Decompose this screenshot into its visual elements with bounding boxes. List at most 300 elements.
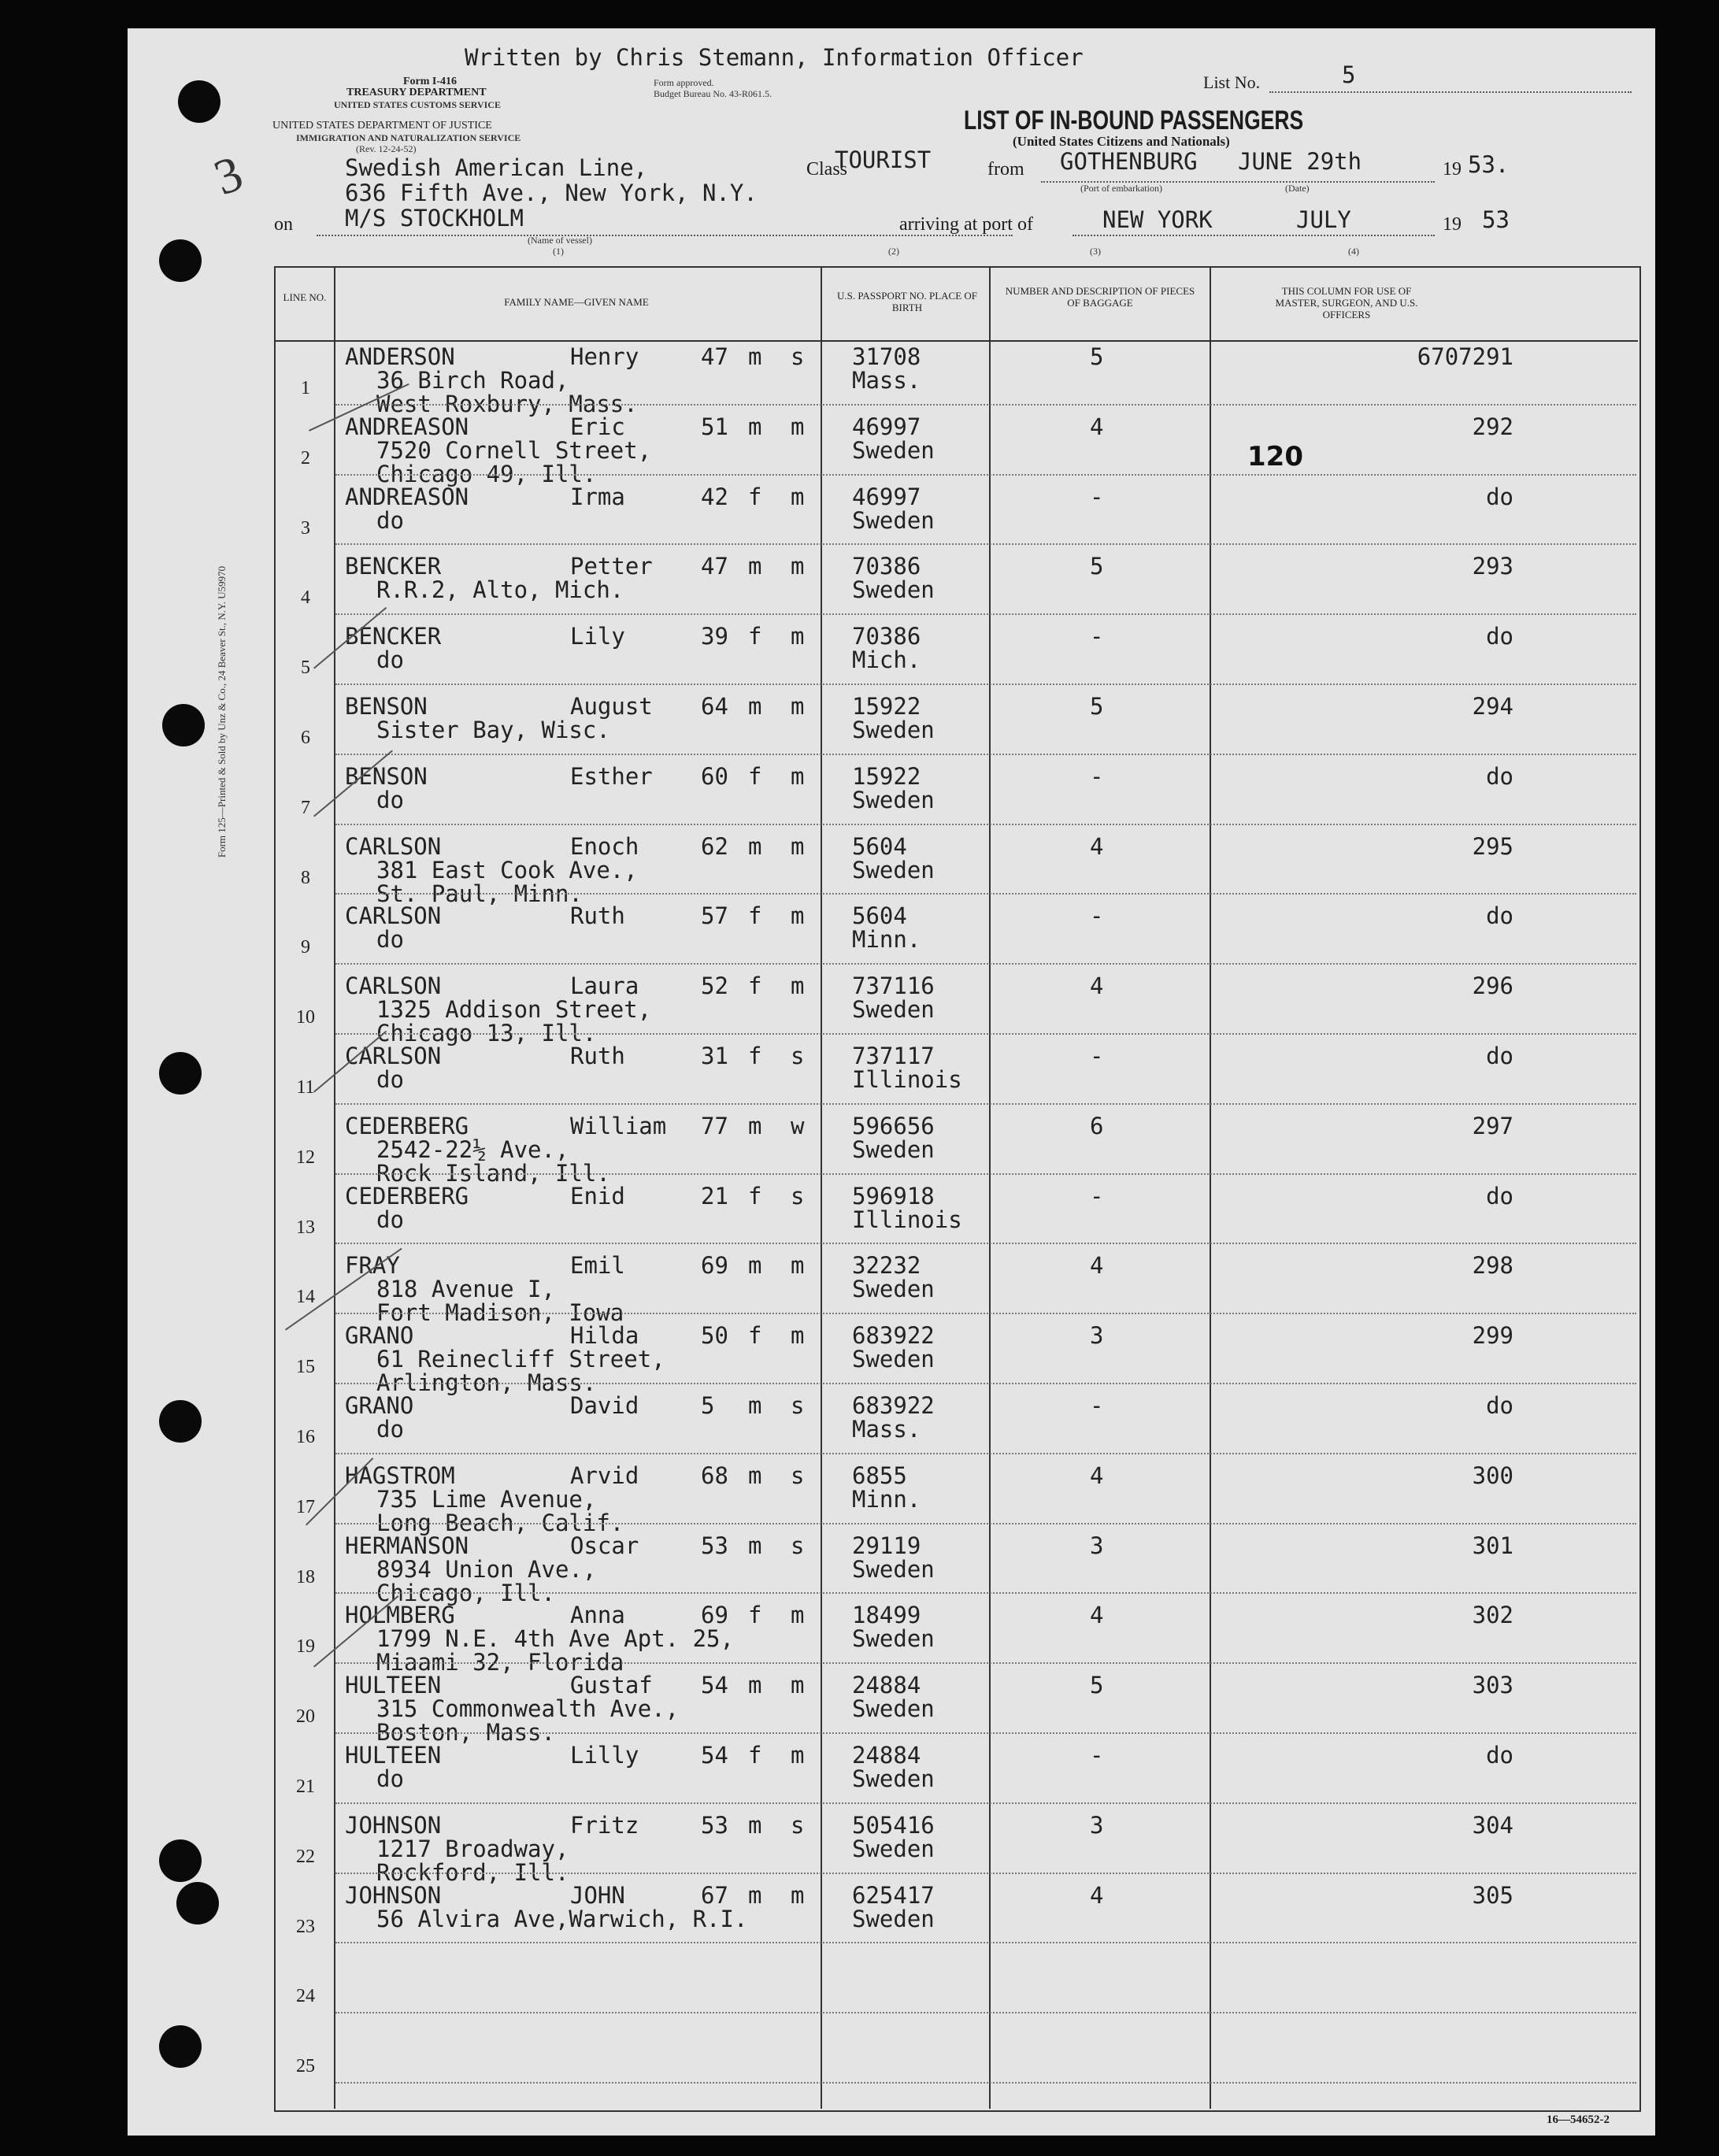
- col-index-4: (4): [1348, 246, 1359, 257]
- row-given-name: Gustaf: [570, 1672, 653, 1699]
- row-place-of-birth: Sweden: [852, 576, 935, 604]
- budget-label: Budget Bureau No. 43-R061.5.: [654, 88, 772, 99]
- row-place-of-birth: Illinois: [852, 1206, 962, 1233]
- row-marital-status: m: [791, 693, 805, 720]
- approved-label: Form approved.: [654, 77, 714, 88]
- row-address-line1: do: [376, 1066, 404, 1093]
- row-place-of-birth: Minn.: [852, 926, 921, 954]
- row-line-number: 5: [301, 658, 310, 679]
- side-print-text: Form 125—Printed & Sold by Unz & Co., 24 Beaver St., N.Y. U59970: [216, 565, 228, 858]
- row-baggage-count: 4: [1090, 1602, 1104, 1629]
- row-marital-status: m: [791, 1672, 805, 1699]
- row-passport-no: 5604: [852, 902, 907, 930]
- row-line-number: 12: [296, 1147, 315, 1168]
- row-dotted-rule: [335, 683, 1636, 685]
- row-age: 42: [701, 483, 728, 510]
- row-baggage-count: -: [1090, 1392, 1104, 1419]
- row-baggage-count: 3: [1090, 1322, 1104, 1350]
- row-address-line1: do: [376, 786, 404, 813]
- row-family-name: BENSON: [345, 693, 428, 720]
- row-age: 54: [701, 1742, 728, 1769]
- row-officer-note: 301: [1472, 1532, 1513, 1559]
- row-line-number: 9: [301, 937, 310, 958]
- row-address-line2: Chicago, Ill.: [376, 1579, 555, 1606]
- arrival-date: JULY: [1296, 206, 1351, 233]
- row-family-name: HULTEEN: [345, 1672, 442, 1699]
- col-divider: [1210, 266, 1211, 2109]
- row-passport-no: 18499: [852, 1602, 921, 1629]
- punch-hole: [178, 80, 220, 123]
- row-dotted-rule: [335, 1313, 1636, 1314]
- form-number: Form I-416: [403, 76, 458, 87]
- arrival-year-prefix: 19: [1443, 214, 1462, 235]
- vessel-label: (Name of vessel): [528, 235, 592, 246]
- row-passport-no: 737116: [852, 972, 935, 1000]
- row-baggage-count: 4: [1090, 972, 1104, 1000]
- row-dotted-rule: [335, 1173, 1636, 1175]
- row-dotted-rule: [335, 1243, 1636, 1244]
- row-baggage-count: -: [1090, 1182, 1104, 1210]
- row-dotted-rule: [335, 754, 1636, 755]
- row-dotted-rule: [335, 1802, 1636, 1804]
- row-baggage-count: 4: [1090, 1252, 1104, 1280]
- row-given-name: Hilda: [570, 1322, 639, 1350]
- row-address-line1: Sister Bay, Wisc.: [376, 717, 610, 743]
- row-marital-status: m: [791, 413, 805, 440]
- row-passport-no: 29119: [852, 1532, 921, 1559]
- row-dotted-rule: [335, 1732, 1636, 1734]
- row-sex: f: [748, 1322, 762, 1350]
- row-place-of-birth: Sweden: [852, 1555, 935, 1583]
- row-line-number: 20: [296, 1706, 315, 1728]
- row-baggage-count: -: [1090, 762, 1104, 790]
- row-given-name: Enid: [570, 1182, 625, 1210]
- row-passport-no: 737117: [852, 1043, 935, 1069]
- row-address-line1: do: [376, 926, 404, 954]
- row-sex: f: [748, 972, 762, 1000]
- shipping-line-company: Swedish American Line,: [345, 154, 648, 181]
- row-passport-no: 505416: [852, 1811, 935, 1839]
- row-dotted-rule: [335, 1453, 1636, 1454]
- row-passport-no: 24884: [852, 1742, 921, 1769]
- row-baggage-count: -: [1090, 902, 1104, 930]
- row-dotted-rule: [335, 824, 1636, 825]
- col-header-baggage: NUMBER AND DESCRIPTION OF PIECES OF BAGGAGE: [1005, 285, 1195, 309]
- row-passport-no: 70386: [852, 553, 921, 580]
- row-sex: m: [748, 1532, 762, 1559]
- col-header-passport: U.S. PASSPORT NO. PLACE OF BIRTH: [836, 290, 978, 313]
- row-given-name: August: [570, 693, 653, 720]
- row-sex: m: [748, 1811, 762, 1839]
- row-family-name: GRANO: [345, 1392, 414, 1419]
- row-marital-status: s: [791, 1043, 805, 1069]
- from-date: JUNE 29th: [1238, 148, 1362, 175]
- col-header-name: FAMILY NAME—GIVEN NAME: [504, 296, 649, 308]
- punch-hole: [176, 1882, 219, 1924]
- row-marital-status: m: [791, 762, 805, 790]
- row-passport-no: 46997: [852, 483, 921, 510]
- row-sex: m: [748, 1252, 762, 1280]
- row-line-number: 1: [301, 378, 310, 398]
- row-baggage-count: -: [1090, 623, 1104, 650]
- row-officer-note: 296: [1472, 972, 1513, 1000]
- customs-label: UNITED STATES CUSTOMS SERVICE: [334, 99, 501, 110]
- row-line-number: 10: [296, 1007, 315, 1028]
- manifest-page: [128, 28, 1655, 2136]
- header-divider: [274, 340, 1638, 342]
- row-place-of-birth: Sweden: [852, 717, 935, 743]
- treasury-label: TREASURY DEPARTMENT: [346, 87, 487, 98]
- row-dotted-rule: [335, 1523, 1636, 1524]
- row-marital-status: m: [791, 553, 805, 580]
- row-line-number: 3: [301, 517, 310, 539]
- row-officer-note: 295: [1472, 832, 1513, 860]
- row-family-name: CEDERBERG: [345, 1182, 469, 1210]
- row-address-line2: Arlington, Mass.: [376, 1369, 597, 1397]
- row-age: 69: [701, 1602, 728, 1629]
- row-given-name: Anna: [570, 1602, 625, 1629]
- row-age: 39: [701, 623, 728, 650]
- row-place-of-birth: Sweden: [852, 1346, 935, 1373]
- row-passport-no: 596656: [852, 1112, 935, 1139]
- row-family-name: BENSON: [345, 762, 428, 790]
- row-passport-no: 683922: [852, 1322, 935, 1350]
- row-age: 31: [701, 1043, 728, 1069]
- row-officer-note: 305: [1472, 1881, 1513, 1909]
- row-dotted-rule: [335, 1103, 1636, 1105]
- row-address-line1: 8934 Union Ave.,: [376, 1555, 597, 1583]
- row-line-number: 15: [296, 1357, 315, 1378]
- row-age: 47: [701, 553, 728, 580]
- col-divider: [989, 266, 991, 2109]
- row-place-of-birth: Sweden: [852, 506, 935, 534]
- row-place-of-birth: Sweden: [852, 1135, 935, 1163]
- row-passport-no: 70386: [852, 623, 921, 650]
- arrival-year: 53: [1482, 206, 1510, 233]
- row-baggage-count: 6: [1090, 1112, 1104, 1139]
- row-age: 5: [701, 1392, 715, 1419]
- row-line-number: 23: [296, 1916, 315, 1937]
- row-address-line1: 56 Alvira Ave,Warwich, R.I.: [376, 1905, 748, 1932]
- row-marital-status: s: [791, 1811, 805, 1839]
- row-officer-note: 299: [1472, 1322, 1513, 1350]
- row-officer-note: do: [1486, 1182, 1513, 1210]
- row-baggage-count: -: [1090, 1742, 1104, 1769]
- row-marital-status: m: [791, 832, 805, 860]
- row-address-line2: Rockford, Ill.: [376, 1858, 569, 1886]
- row-marital-status: w: [791, 1112, 805, 1139]
- row-address-line2: Boston, Mass.: [376, 1719, 555, 1747]
- row-officer-note: 300: [1472, 1461, 1513, 1489]
- row-given-name: Petter: [570, 553, 653, 580]
- row-officer-note: do: [1486, 483, 1513, 510]
- punch-hole: [162, 704, 205, 746]
- row-marital-status: m: [791, 483, 805, 510]
- row-sex: m: [748, 1392, 762, 1419]
- row-baggage-count: 4: [1090, 832, 1104, 860]
- row-sex: m: [748, 693, 762, 720]
- row-family-name: ANDREASON: [345, 413, 469, 440]
- row-address-line1: 7520 Cornell Street,: [376, 436, 652, 464]
- row-sex: m: [748, 553, 762, 580]
- row-place-of-birth: Minn.: [852, 1485, 921, 1513]
- row-address-line1: 381 East Cook Ave.,: [376, 856, 638, 884]
- row-place-of-birth: Sweden: [852, 856, 935, 884]
- row-officer-note: do: [1486, 1392, 1513, 1419]
- row-passport-no: 625417: [852, 1881, 935, 1909]
- row-address-line1: do: [376, 1765, 404, 1792]
- author-line: Written by Chris Stemann, Information Officer: [465, 44, 1084, 71]
- row-officer-note: 303: [1472, 1672, 1513, 1699]
- row-family-name: HERMANSON: [345, 1532, 469, 1559]
- row-place-of-birth: Sweden: [852, 1905, 935, 1932]
- row-line-number: 14: [296, 1287, 315, 1308]
- from-year-prefix: 19: [1443, 159, 1462, 180]
- col-index-1: (1): [553, 246, 564, 257]
- row-line-number: 19: [296, 1636, 315, 1658]
- list-no-dots: [1269, 91, 1632, 93]
- row-given-name: David: [570, 1392, 639, 1419]
- row-family-name: CEDERBERG: [345, 1112, 469, 1139]
- row-age: 77: [701, 1112, 728, 1139]
- row-sex: m: [748, 1461, 762, 1489]
- justice-label: UNITED STATES DEPARTMENT OF JUSTICE: [272, 120, 492, 132]
- row-address-line1: R.R.2, Alto, Mich.: [376, 576, 624, 604]
- row-marital-status: m: [791, 1881, 805, 1909]
- row-sex: m: [748, 1672, 762, 1699]
- row-passport-no: 46997: [852, 413, 921, 440]
- row-sex: f: [748, 623, 762, 650]
- row-line-number: 21: [296, 1776, 315, 1797]
- row-passport-no: 15922: [852, 762, 921, 790]
- row-dotted-rule: [335, 893, 1636, 895]
- col-header-officers: THIS COLUMN FOR USE OF MASTER, SURGEON, AND U.S. OFFICERS: [1275, 285, 1418, 320]
- row-given-name: Esther: [570, 762, 653, 790]
- row-family-name: ANDREASON: [345, 483, 469, 510]
- row-address-line2: West Roxbury, Mass.: [376, 391, 638, 417]
- row-address-line1: do: [376, 1206, 404, 1233]
- row-officer-note: 304: [1472, 1811, 1513, 1839]
- row-baggage-count: 5: [1090, 343, 1104, 370]
- row-dotted-rule: [335, 1662, 1636, 1664]
- list-no-label: List No.: [1203, 72, 1261, 92]
- class-value: TOURIST: [835, 146, 932, 173]
- row-address-line1: 1325 Addison Street,: [376, 996, 652, 1024]
- date-label: (Date): [1285, 183, 1310, 194]
- row-family-name: BENCKER: [345, 623, 442, 650]
- row-place-of-birth: Sweden: [852, 996, 935, 1024]
- row-age: 68: [701, 1461, 728, 1489]
- row-sex: f: [748, 902, 762, 930]
- arriving-label: arriving at port of: [899, 214, 1033, 235]
- shipping-line-address: 636 Fifth Ave., New York, N.Y.: [345, 180, 758, 206]
- row-baggage-count: 4: [1090, 1461, 1104, 1489]
- row-line-number: 17: [296, 1496, 315, 1517]
- row-sex: f: [748, 1043, 762, 1069]
- row-given-name: Ruth: [570, 1043, 625, 1069]
- row-given-name: Ruth: [570, 902, 625, 930]
- row-place-of-birth: Illinois: [852, 1066, 962, 1093]
- row-line-number: 6: [301, 728, 310, 748]
- row-family-name: GRANO: [345, 1322, 414, 1350]
- row-dotted-rule: [335, 1942, 1636, 1943]
- row-address-line2: St. Paul, Minn.: [376, 880, 583, 907]
- row-passport-no: 32232: [852, 1252, 921, 1280]
- row-officer-note: 302: [1472, 1602, 1513, 1629]
- row-age: 57: [701, 902, 728, 930]
- row-dotted-rule: [335, 2082, 1636, 2084]
- row-place-of-birth: Sweden: [852, 1695, 935, 1723]
- row-given-name: William: [570, 1112, 667, 1139]
- row-address-line2: Long Beach, Calif.: [376, 1509, 624, 1536]
- row-address-line2: Miaami 32, Florida: [376, 1649, 624, 1676]
- row-officer-note: 298: [1472, 1252, 1513, 1280]
- row-sex: m: [748, 343, 762, 370]
- row-age: 60: [701, 762, 728, 790]
- row-family-name: BENCKER: [345, 553, 442, 580]
- punch-hole: [159, 1400, 202, 1443]
- row-family-name: FRAY: [345, 1252, 400, 1280]
- row-officer-note: do: [1486, 623, 1513, 650]
- row-family-name: ANDERSON: [345, 343, 455, 370]
- col-divider: [334, 266, 335, 2109]
- row-address-line2: Chicago 13, Ill.: [376, 1020, 597, 1047]
- row-dotted-rule: [335, 1033, 1636, 1035]
- row-officer-note: 297: [1472, 1112, 1513, 1139]
- row-marital-status: s: [791, 1532, 805, 1559]
- row-dotted-rule: [335, 1383, 1636, 1384]
- row-passport-no: 15922: [852, 693, 921, 720]
- row-passport-no: 596918: [852, 1182, 935, 1210]
- row-address-line1: do: [376, 1416, 404, 1443]
- row-age: 53: [701, 1811, 728, 1839]
- row-family-name: HOLMBERG: [345, 1602, 455, 1629]
- row-line-number: 13: [296, 1217, 315, 1238]
- row-address-line1: 2542-22½ Ave.,: [376, 1135, 569, 1163]
- row-address-line1: do: [376, 646, 404, 674]
- row-sex: f: [748, 1602, 762, 1629]
- row-address-line2: Rock Island, Ill.: [376, 1159, 610, 1187]
- row-address-line2: Fort Madison, Iowa: [376, 1299, 624, 1327]
- on-label: on: [274, 214, 293, 235]
- row-line-number: 25: [296, 2056, 315, 2077]
- row-age: 52: [701, 972, 728, 1000]
- row-family-name: CARLSON: [345, 832, 442, 860]
- row-dotted-rule: [335, 404, 1636, 406]
- row-baggage-count: 4: [1090, 1881, 1104, 1909]
- row-family-name: CARLSON: [345, 902, 442, 930]
- row-address-line1: 1799 N.E. 4th Ave Apt. 25,: [376, 1625, 734, 1653]
- arrival-port: NEW YORK: [1102, 206, 1213, 233]
- class-label: Class: [806, 159, 848, 180]
- row-dotted-rule: [335, 963, 1636, 965]
- col-divider: [821, 266, 822, 2109]
- row-given-name: Eric: [570, 413, 625, 440]
- row-baggage-count: 5: [1090, 553, 1104, 580]
- row-place-of-birth: Mich.: [852, 646, 921, 674]
- row-place-of-birth: Sweden: [852, 1835, 935, 1862]
- row-officer-note: 293: [1472, 553, 1513, 580]
- row-place-of-birth: Mass.: [852, 367, 921, 394]
- row-dotted-rule: [335, 2012, 1636, 2013]
- row-marital-status: m: [791, 972, 805, 1000]
- row-age: 51: [701, 413, 728, 440]
- row-given-name: Enoch: [570, 832, 639, 860]
- row-sex: m: [748, 832, 762, 860]
- row-given-name: Fritz: [570, 1811, 639, 1839]
- row-baggage-count: -: [1090, 483, 1104, 510]
- row-dotted-rule: [335, 613, 1636, 615]
- row-place-of-birth: Mass.: [852, 1416, 921, 1443]
- row-given-name: Emil: [570, 1252, 625, 1280]
- row-given-name: Lily: [570, 623, 625, 650]
- row-place-of-birth: Sweden: [852, 1276, 935, 1303]
- row-family-name: CARLSON: [345, 1043, 442, 1069]
- from-label: from: [987, 159, 1024, 180]
- left-margin-mark: 3: [206, 144, 250, 206]
- row-age: 47: [701, 343, 728, 370]
- manifest-title: LIST OF IN-BOUND PASSENGERS: [964, 106, 1304, 135]
- row-baggage-count: -: [1090, 1043, 1104, 1069]
- row-passport-no: 683922: [852, 1392, 935, 1419]
- row-marital-status: s: [791, 1182, 805, 1210]
- row-given-name: Oscar: [570, 1532, 639, 1559]
- row-age: 64: [701, 693, 728, 720]
- row-age: 50: [701, 1322, 728, 1350]
- stamp-number: 120: [1247, 441, 1303, 472]
- from-port: GOTHENBURG: [1060, 148, 1198, 175]
- row-age: 53: [701, 1532, 728, 1559]
- footer-code: 16—54652-2: [1547, 2113, 1610, 2126]
- row-address-line2: Chicago 49, Ill.: [376, 460, 597, 487]
- row-line-number: 18: [296, 1566, 315, 1587]
- row-sex: m: [748, 1112, 762, 1139]
- row-family-name: HULTEEN: [345, 1742, 442, 1769]
- row-marital-status: s: [791, 1461, 805, 1489]
- row-marital-status: m: [791, 1252, 805, 1280]
- from-year: 53.: [1468, 151, 1510, 178]
- row-marital-status: s: [791, 343, 805, 370]
- row-line-number: 2: [301, 447, 310, 469]
- rev-label: (Rev. 12-24-52): [356, 143, 417, 154]
- row-baggage-count: 5: [1090, 1672, 1104, 1699]
- row-sex: f: [748, 1182, 762, 1210]
- ins-label: IMMIGRATION AND NATURALIZATION SERVICE: [296, 132, 521, 143]
- row-age: 67: [701, 1881, 728, 1909]
- row-address-line1: 818 Avenue I,: [376, 1276, 555, 1303]
- row-address-line1: 36 Birch Road,: [376, 367, 569, 394]
- row-age: 69: [701, 1252, 728, 1280]
- list-no-value: 5: [1342, 61, 1356, 88]
- row-given-name: Henry: [570, 343, 639, 370]
- row-address-line1: 1217 Broadway,: [376, 1835, 569, 1862]
- row-baggage-count: 5: [1090, 693, 1104, 720]
- row-family-name: CARLSON: [345, 972, 442, 1000]
- row-age: 21: [701, 1182, 728, 1210]
- row-passport-no: 6855: [852, 1461, 907, 1489]
- row-baggage-count: 4: [1090, 413, 1104, 440]
- row-marital-status: m: [791, 1602, 805, 1629]
- row-given-name: Irma: [570, 483, 625, 510]
- row-line-number: 24: [296, 1986, 315, 2007]
- row-family-name: JOHNSON: [345, 1811, 442, 1839]
- row-line-number: 11: [296, 1077, 315, 1098]
- punch-hole: [159, 1839, 202, 1882]
- row-dotted-rule: [335, 1592, 1636, 1594]
- row-sex: m: [748, 1881, 762, 1909]
- row-family-name: JOHNSON: [345, 1881, 442, 1909]
- row-address-line1: 735 Lime Avenue,: [376, 1485, 597, 1513]
